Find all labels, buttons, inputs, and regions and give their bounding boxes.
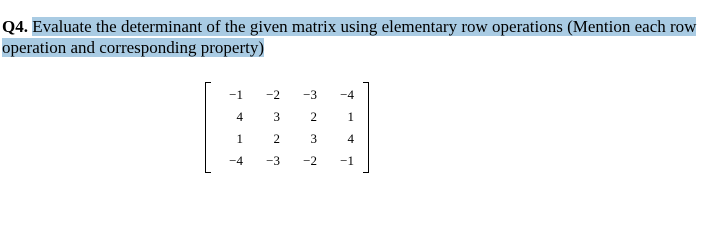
matrix-cell: 4 — [236, 109, 243, 124]
question-number: Q4. — [2, 17, 28, 36]
matrix-cell: −1 — [340, 153, 354, 168]
matrix-cell: −3 — [303, 87, 317, 102]
matrix-cell: −4 — [340, 87, 354, 102]
matrix-left-bracket — [205, 82, 211, 173]
matrix-cell: −2 — [303, 153, 317, 168]
matrix-cell: 3 — [310, 131, 317, 146]
matrix-cell: 1 — [236, 131, 243, 146]
matrix-cell: 1 — [347, 109, 354, 124]
question-text — [2, 16, 720, 58]
matrix-cell: 2 — [310, 109, 317, 124]
matrix-right-bracket — [363, 82, 369, 173]
matrix-cell: 3 — [273, 109, 280, 124]
matrix-cell: 4 — [347, 131, 354, 146]
question-body-line-1: Evaluate the determinant of the given matrix using elementary row operations (Mention each row — [32, 17, 697, 36]
matrix-grid — [213, 84, 361, 172]
matrix-cell: 2 — [273, 131, 280, 146]
question-body-line-2: operation and corresponding property) — [2, 38, 264, 57]
matrix-cell: −3 — [266, 153, 280, 168]
matrix-cell: −1 — [229, 87, 243, 102]
matrix — [205, 82, 369, 171]
matrix-cell: −4 — [229, 153, 243, 168]
matrix-cell: −2 — [266, 87, 280, 102]
